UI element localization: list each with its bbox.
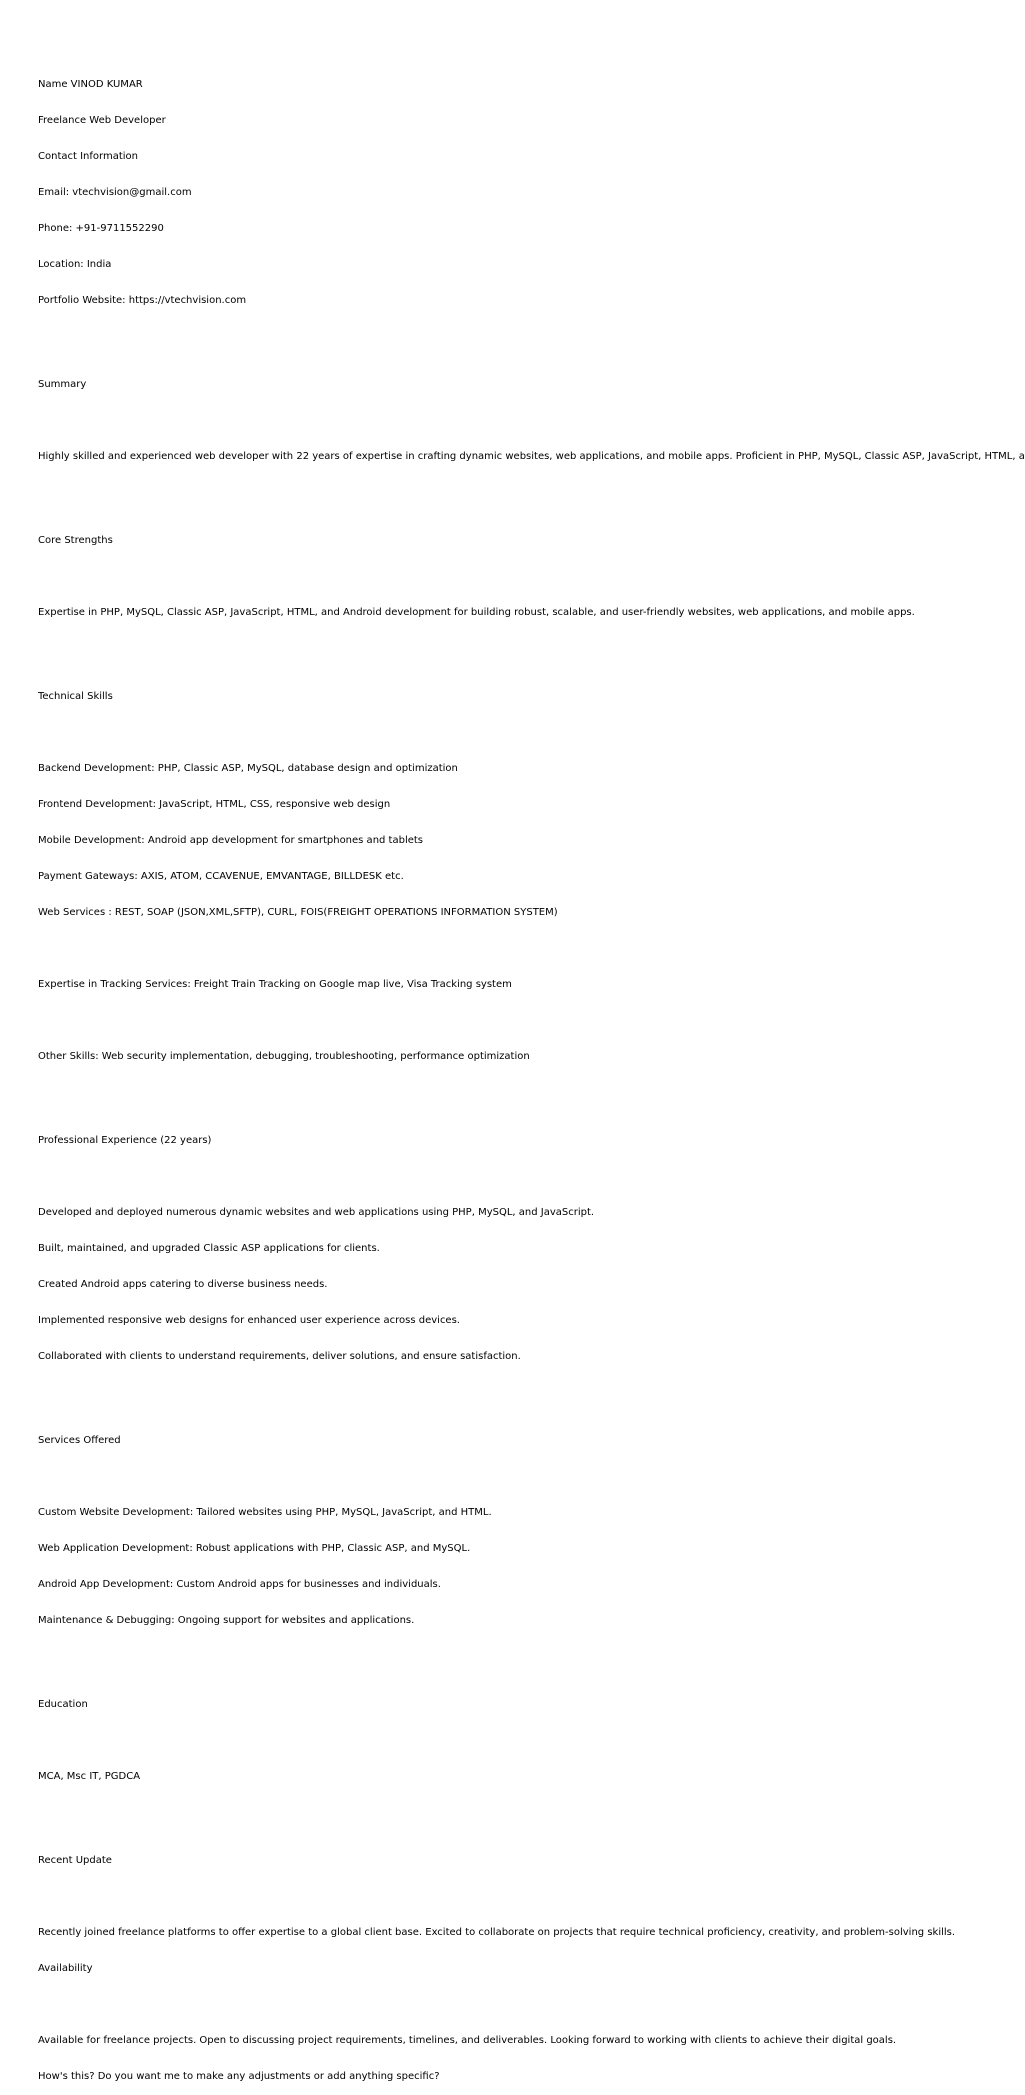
contact-heading: Contact Information (38, 151, 138, 162)
education-heading: Education (38, 1699, 88, 1710)
name-line: Name VINOD KUMAR (38, 79, 143, 90)
email-line: Email: vtechvision@gmail.com (38, 187, 192, 198)
skill-item: Payment Gateways: AXIS, ATOM, CCAVENUE, EMVANTAGE, BILLDESK etc. (38, 871, 404, 882)
services-heading: Services Offered (38, 1435, 121, 1446)
tracking-skills: Expertise in Tracking Services: Freight Train Tracking on Google map live, Visa Tracking system (38, 979, 512, 990)
skill-item: Mobile Development: Android app development for smartphones and tablets (38, 835, 424, 846)
spacer (38, 571, 1025, 583)
spacer (38, 943, 1025, 955)
spacer (38, 1735, 1025, 1747)
skill-item: Web Services : REST, SOAP (JSON,XML,SFTP), CURL, FOIS(FREIGHT OPERATIONS INFORMATION SYSTEM) (38, 907, 558, 918)
document-body (38, 55, 1025, 2095)
spacer (38, 331, 1025, 343)
spacer (38, 1471, 1025, 1483)
portfolio-line: Portfolio Website: https://vtechvision.com (38, 295, 247, 306)
spacer (38, 415, 1025, 427)
recent-update-heading: Recent Update (38, 1855, 112, 1866)
summary-text: Highly skilled and experienced web developer with 22 years of expertise in crafting dynamic websites, web applications, and mobile apps. Proficient in PHP, MySQL, Classic ASP, JavaScript, HTML, a (38, 451, 1025, 462)
location-line: Location: India (38, 259, 112, 270)
other-skills: Other Skills: Web security implementation, debugging, troubleshooting, performance optimization (38, 1051, 530, 1062)
experience-item: Collaborated with clients to understand requirements, deliver solutions, and ensure satisfaction. (38, 1351, 521, 1362)
phone-line: Phone: +91-9711552290 (38, 223, 164, 234)
spacer (38, 1087, 1025, 1099)
spacer (38, 1171, 1025, 1183)
experience-item: Created Android apps catering to diverse business needs. (38, 1279, 328, 1290)
skill-item: Backend Development: PHP, Classic ASP, MySQL, database design and optimization (38, 763, 458, 774)
service-item: Maintenance & Debugging: Ongoing support for websites and applications. (38, 1615, 415, 1626)
spacer (38, 1015, 1025, 1027)
spacer (38, 1999, 1025, 2011)
spacer (38, 727, 1025, 739)
availability-heading: Availability (38, 1963, 93, 1974)
service-item: Web Application Development: Robust applications with PHP, Classic ASP, and MySQL. (38, 1543, 471, 1554)
experience-item: Implemented responsive web designs for enhanced user experience across devices. (38, 1315, 460, 1326)
recent-update-text: Recently joined freelance platforms to offer expertise to a global client base. Excited to collaborate on projects that require technical proficiency, creativity, and problem-solving skills. (38, 1927, 956, 1938)
summary-heading: Summary (38, 379, 87, 390)
service-item: Custom Website Development: Tailored websites using PHP, MySQL, JavaScript, and HTML. (38, 1507, 492, 1518)
core-strengths-text: Expertise in PHP, MySQL, Classic ASP, JavaScript, HTML, and Android development for building robust, scalable, and user-friendly websites, web applications, and mobile apps. (38, 607, 915, 618)
core-strengths-heading: Core Strengths (38, 535, 113, 546)
experience-item: Built, maintained, and upgraded Classic ASP applications for clients. (38, 1243, 380, 1254)
technical-skills-heading: Technical Skills (38, 691, 113, 702)
closing-question: How's this? Do you want me to make any adjustments or add anything specific? (38, 2071, 440, 2082)
spacer (38, 1387, 1025, 1399)
experience-heading: Professional Experience (22 years) (38, 1135, 212, 1146)
education-text: MCA, Msc IT, PGDCA (38, 1771, 141, 1782)
experience-item: Developed and deployed numerous dynamic websites and web applications using PHP, MySQL, and JavaScript. (38, 1207, 595, 1218)
availability-text: Available for freelance projects. Open to discussing project requirements, timelines, and deliverables. Looking forward to working with clients to achieve their digital goals. (38, 2035, 897, 2046)
service-item: Android App Development: Custom Android apps for businesses and individuals. (38, 1579, 441, 1590)
spacer (38, 1807, 1025, 1819)
skill-item: Frontend Development: JavaScript, HTML, CSS, responsive web design (38, 799, 391, 810)
spacer (38, 1891, 1025, 1903)
role-line: Freelance Web Developer (38, 115, 166, 126)
spacer (38, 1651, 1025, 1663)
spacer (38, 487, 1025, 499)
spacer (38, 643, 1025, 655)
